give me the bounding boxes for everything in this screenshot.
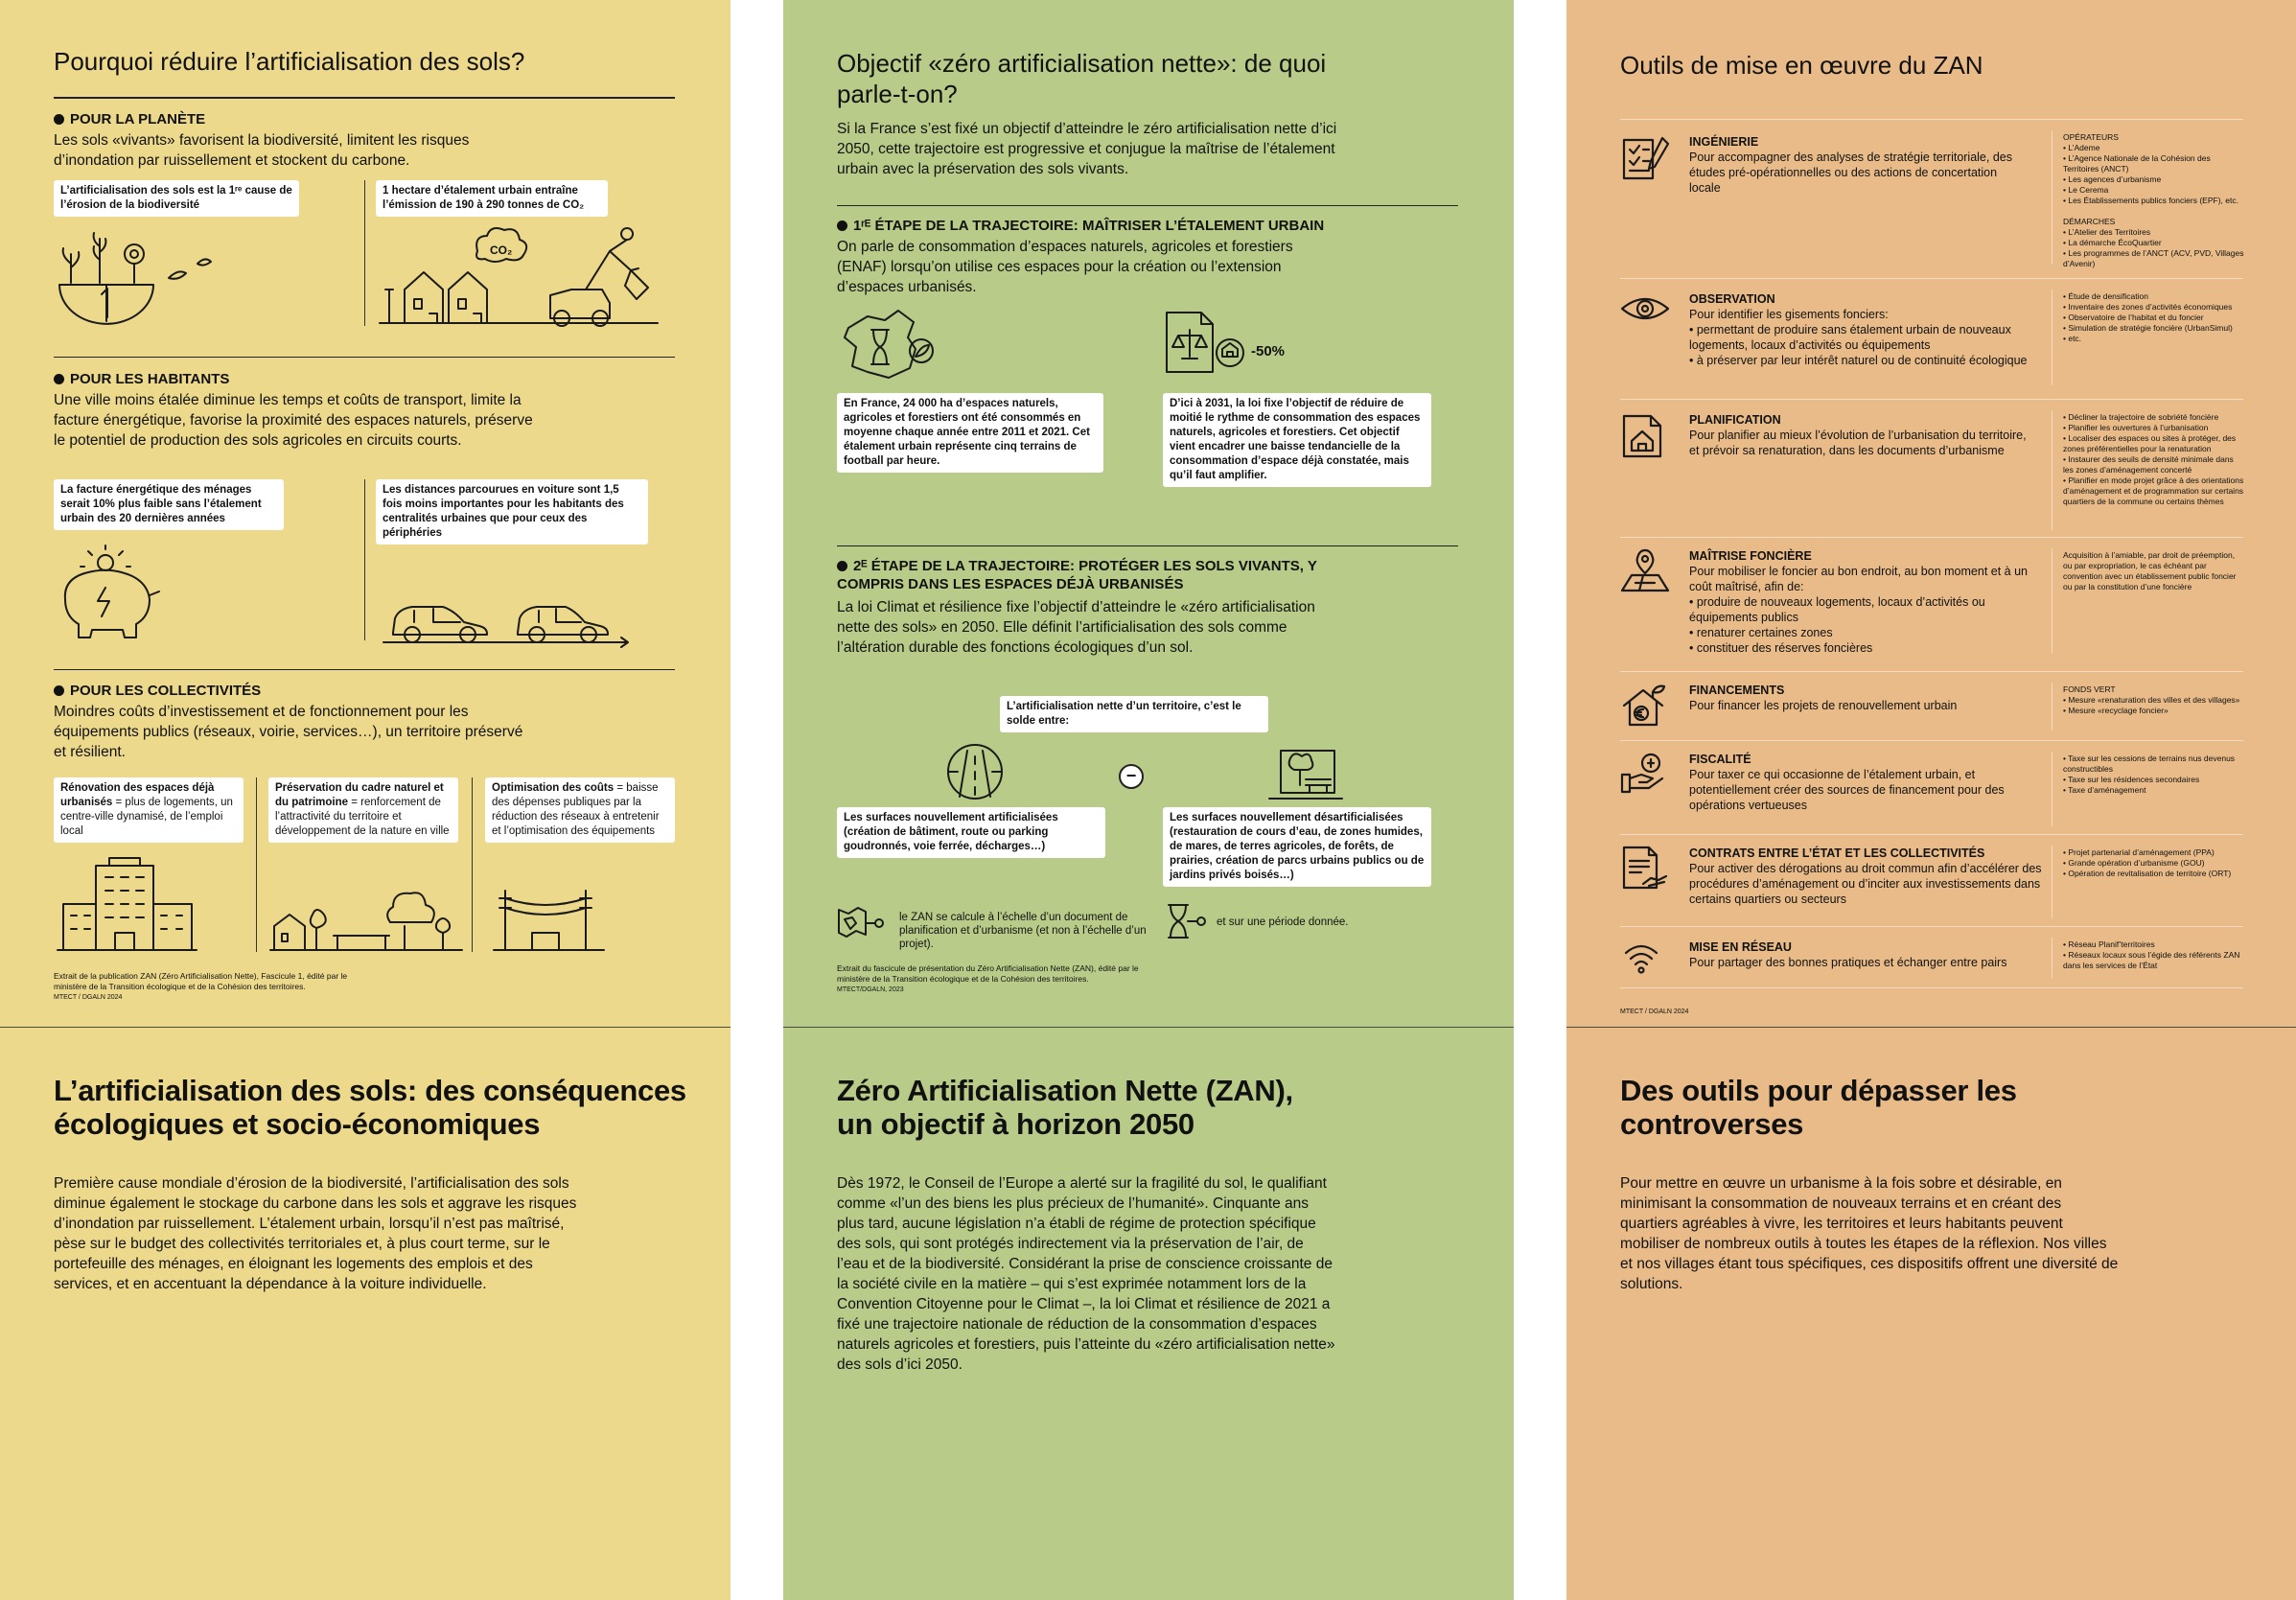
fact-box-bold: Optimisation des coûts [492, 782, 615, 794]
divider [364, 180, 365, 326]
utility-poles-icon [494, 887, 609, 952]
tool-examples: • Taxe sur les cessions de terrains nus devenus constructibles • Taxe sur les résidences secondaires • Taxe d’aménagement [2063, 754, 2236, 795]
divider [1620, 740, 2243, 741]
divider [1620, 987, 2243, 988]
divider [54, 669, 675, 670]
step1-text: On parle de consommation d’espaces naturels, agricoles et forestiers (ENAF) lorsqu’on utilise ces espaces pour la création ou l’extension d’espaces urbanisés. [837, 239, 1293, 295]
panel-title: Pourquoi réduire l’artificialisation des sols? [54, 47, 525, 76]
urban-sprawl-co2-icon [380, 222, 658, 328]
tool-desc: Pour financer les projets de renouvellement urbain [1689, 699, 1958, 712]
tool-desc: Pour planifier au mieux l’évolution de l’urbanisation du territoire, et prévoir sa renaturation, dans les documents d’urbanisme [1689, 429, 2027, 457]
step1-heading: 1ʳᴱ ÉTAPE DE LA TRAJECTOIRE: MAÎTRISER L’ÉTALEMENT URBAIN [837, 217, 1324, 235]
tool-row-mise-en-reseau [1620, 938, 2243, 986]
tool-title: CONTRATS ENTRE L’ÉTAT ET LES COLLECTIVITÉS [1689, 846, 1985, 860]
planning-house-icon [1620, 412, 1670, 460]
divider [1620, 537, 2243, 538]
fact-box [268, 777, 458, 843]
minus-sign: − [1119, 764, 1144, 789]
fact-box: L’artificialisation des sols est la 1ʳᵉ cause de l’érosion de la biodiversité [54, 180, 299, 217]
tool-row-ingenierie [1620, 130, 2243, 274]
fact-box-text: = baisse des dépenses publiques par la réduction des réseaux à entretenir et l’optimisation des équipements [492, 782, 660, 837]
map-icon [837, 906, 885, 939]
credit: MTECT/DGALN, 2023 [837, 986, 904, 993]
tool-title: FISCALITÉ [1689, 753, 1751, 766]
wifi-icon [1620, 938, 1670, 986]
divider [472, 777, 473, 952]
fact-box: En France, 24 000 ha d’espaces naturels, agricoles et forestiers ont été consommés en moyenne chaque année entre 2011 et 2021. Cet étalement urbain représente cinq terrains de football par heure. [837, 393, 1103, 473]
tool-examples: • Réseau Planif’territoires • Réseaux locaux sous l’égide des référents ZAN dans les services de l’État [2063, 939, 2240, 970]
divider [1620, 671, 2243, 672]
section-heading-habitants: POUR LES HABITANTS [54, 370, 229, 388]
divider [54, 97, 675, 99]
tool-desc: Pour identifier les gisements fonciers: • permettant de produire sans étalement urbain de nouveaux logements, locaux d’activités ou équipements • à préserver par leur intérêt naturel ou de continuité écologique [1689, 308, 2028, 367]
divider [364, 479, 365, 640]
park-bench-icon [1267, 741, 1344, 800]
panel-bottom-title: L’artificialisation des sols: des conséquences écologiques et socio-économiques [54, 1074, 686, 1141]
panel-zan-tools [1566, 0, 2296, 1600]
france-map-hourglass-icon [839, 309, 944, 385]
fact-box: Les surfaces nouvellement artificialisées (création de bâtiment, route ou parking goudronnés, voie ferrée, décharges…) [837, 807, 1105, 858]
divider [1620, 834, 2243, 835]
credit: MTECT / DGALN 2024 [54, 994, 123, 1001]
tool-title: INGÉNIERIE [1689, 135, 1759, 149]
panel-bottom-title: Des outils pour dépasser les controverses [1620, 1074, 2017, 1141]
divider [1620, 926, 2243, 927]
divider [256, 777, 257, 952]
note-scale: le ZAN se calcule à l’échelle d’un document de planification et d’urbanisme (et non à l’échelle d’un projet). [899, 912, 1147, 950]
divider [1620, 278, 2243, 279]
intro-text: Si la France s’est fixé un objectif d’atteindre le zéro artificialisation nette d’ici 2050, cette trajectoire est progressive et conjugue la maîtrise de l’étalement urbain avec la préservation des sols vivants. [837, 121, 1337, 177]
fact-box-text: = renforcement de l’attractivité du territoire et développement de la nature en ville [275, 797, 450, 837]
fact-box: D’ici à 2031, la loi fixe l’objectif de réduire de moitié le rythme de consommation des espaces naturels, agricoles et forestiers. Cet objectif vient encadrer une baisse tendancielle de la consommation d’espace déjà constatée, mais qu’il faut amplifier. [1163, 393, 1431, 487]
definition-box: L’artificialisation nette d’un territoire, c’est le solde entre: [1000, 696, 1268, 732]
tool-examples: Acquisition à l’amiable, par droit de préemption, ou par expropriation, le cas échéant par convention avec un établissement public foncier ou par la constitution d’une foncière [2063, 550, 2237, 591]
tool-desc: Pour taxer ce qui occasionne de l’étalement urbain, et potentiellement créer des sources de financement pour des opérations vertueuses [1689, 768, 2005, 812]
section-text-collectivites: Moindres coûts d’investissement et de fonctionnement pour les équipements publics (réseaux, voirie, services…), un territoire préservé et résilient. [54, 704, 523, 760]
cars-icon [383, 590, 633, 647]
panel-bottom-title: Zéro Artificialisation Nette (ZAN), un objectif à horizon 2050 [837, 1074, 1293, 1141]
fact-box: 1 hectare d’étalement urbain entraîne l’émission de 190 à 290 tonnes de CO₂ [376, 180, 608, 217]
divider [54, 357, 675, 358]
note-period: et sur une période donnée. [1217, 916, 1349, 928]
panel-bottom-text: Dès 1972, le Conseil de l’Europe a alerté sur la fragilité du sol, le qualifiant comme «l’un des biens les plus précieux de l’humanité». Cinquante ans plus tard, aucune législation n’a établi de régime de protection spécifique des sols, qui sont protégés indirectement via la préservation de l’air, de l’eau et de la biodiversité. Considérant la prise de conscience croissante de la société civile en la matière – qui s’est exprimée notamment lors de la Convention Citoyenne pour le Climat –, la loi Climat et résilience de 2021 a fixé une trajectoire nationale de réduction de la consommation d’espaces naturels agricoles et forestiers, puis l’atteinte du «zéro artificialisation nette» des sols d’ici 2050. [837, 1175, 1335, 1373]
buildings-icon [58, 856, 201, 952]
divider [1620, 119, 2243, 120]
tool-desc: Pour partager des bonnes pratiques et échanger entre pairs [1689, 956, 2007, 969]
map-pin-icon [1620, 548, 1670, 596]
divider [837, 205, 1458, 206]
tool-examples: FONDS VERT • Mesure «renaturation des villes et des villages» • Mesure «recyclage foncier» [2063, 684, 2240, 715]
panel-bottom-text: Pour mettre en œuvre un urbanisme à la fois sobre et désirable, en minimisant la consommation de nouveaux terrains et en créant des quartiers agréables à vivre, les territoires et leurs habitants peuvent mobiliser de nombreux outils à toutes les étapes de la réflexion. Nos villes et nos villages étant tous spécifiques, ces dispositifs offrent une diversité de solutions. [1620, 1175, 2119, 1292]
tool-title: MAÎTRISE FONCIÈRE [1689, 549, 1812, 563]
tool-title: OBSERVATION [1689, 292, 1775, 306]
source-note: Extrait de la publication ZAN (Zéro Artificialisation Nette), Fascicule 1, édité par le ministère de la Transition écologique et de la Cohésion des territoires. [54, 971, 348, 991]
fact-box: La facture énergétique des ménages serait 10% plus faible sans l’étalement urbain des 20 dernières années [54, 479, 284, 530]
credit: MTECT / DGALN 2024 [1620, 1009, 1689, 1015]
money-house-icon [1620, 683, 1670, 730]
divider [1566, 1027, 2296, 1028]
tool-examples: OPÉRATEURS • L’Ademe • L’Agence Nationale de la Cohésion des Territoires (ANCT) • Les agences d’urbanisme • Le Cerema • Les Établissements publics fonciers (EPF), etc. DÉMARCHES • L’Atelier des Territoires • La démarche ÉcoQuartier • Les programmes de l’ANCT (ACV, PVD, Villages d’Avenir) [2063, 132, 2244, 268]
law-document-icon [1163, 311, 1249, 378]
tool-title: MISE EN RÉSEAU [1689, 940, 1792, 954]
tool-desc: Pour mobiliser le foncier au bon endroit, au bon moment et à un coût maîtrisé, afin de: • produire de nouveaux logements, locaux d’activités ou équipements publics • renaturer certaines zones • constituer des réserves foncières [1689, 565, 2028, 655]
tool-row-fiscalite [1620, 752, 2243, 832]
divider [1620, 399, 2243, 400]
fact-box [485, 777, 675, 843]
section-heading-planete: POUR LA PLANÈTE [54, 110, 205, 128]
step2-heading: 2ᴱ ÉTAPE DE LA TRAJECTOIRE: PROTÉGER LES SOLS VIVANTS, Y COMPRIS DANS LES ESPACES DÉJÀ URBANISÉS [837, 557, 1374, 593]
tool-desc: Pour accompagner des analyses de stratégie territoriale, des études pré-opérationnelles ou des actions de concertation locale [1689, 151, 2012, 195]
fact-box [54, 777, 244, 843]
panel-title: Objectif «zéro artificialisation nette»: de quoi parle-t-on? [837, 49, 1327, 108]
section-heading-collectivites: POUR LES COLLECTIVITÉS [54, 682, 261, 700]
divider [783, 1027, 1514, 1028]
panel-artificialisation [0, 0, 731, 1600]
tool-examples: • Étude de densification • Inventaire des zones d’activités économiques • Observatoire de l’habitat et du foncier • Simulation de stratégie foncière (UrbanSimul) • etc. [2063, 291, 2233, 343]
nature-heritage-icon [270, 880, 467, 952]
panel-zan-objective [783, 0, 1514, 1600]
fact-box-text: = plus de logements, un centre-ville dynamisé, de l’emploi local [60, 797, 233, 837]
tool-examples: • Projet partenarial d’aménagement (PPA) • Grande opération d’urbanisme (GOU) • Opération de revitalisation de territoire (ORT) [2063, 847, 2232, 878]
section-text-habitants: Une ville moins étalée diminue les temps et coûts de transport, limite la facture énergétique, favorise la proximité des espaces naturels, préserve le potentiel de production des sols agricoles en circuits courts. [54, 392, 533, 449]
step2-text: La loi Climat et résilience fixe l’objectif d’atteindre le «zéro artificialisation nette des sols» en 2050. Elle définit l’artificialisation des sols comme l’altération durable des fonctions écologiques d’un sol. [837, 599, 1315, 656]
fact-box-bold: Rénovation des espaces déjà urbanisés [60, 782, 215, 808]
tool-row-planification [1620, 410, 2243, 535]
hourglass-icon [1165, 903, 1213, 939]
divider [0, 1027, 731, 1028]
tool-row-observation [1620, 290, 2243, 395]
hand-coin-icon [1620, 752, 1670, 800]
co2-label: CO₂ [490, 243, 513, 257]
minus-50-label: -50% [1251, 343, 1286, 359]
fact-box: Les surfaces nouvellement désartificialisées (restauration de cours d’eau, de zones humides, de mares, de terres agricoles, de forêts, de prairies, création de parcs urbains publics ou de jardins privés boisés…) [1163, 807, 1431, 887]
tool-row-contrats [1620, 846, 2243, 922]
panel-bottom-text: Première cause mondiale d’érosion de la biodiversité, l’artificialisation des sols diminue également le stockage du carbone dans les sols et aggrave les risques d’inondation par ruissellement. L’étalement urbain, lorsqu’il n’est pas maîtrisé, pèse sur le budget des collectivités territoriales et, à plus court terme, sur le portefeuille des ménages, en éloignant les logements des emplois et des services, et en accentuant la dépendance à la voiture individuelle. [54, 1175, 577, 1292]
piggy-bank-icon [54, 542, 169, 642]
panel-title: Outils de mise en œuvre du ZAN [1620, 51, 1983, 80]
biodiversity-globe-icon [54, 225, 207, 326]
divider [837, 545, 1458, 546]
section-text-planete: Les sols «vivants» favorisent la biodiversité, limitent les risques d’inondation par ruissellement et stockent du carbone. [54, 132, 470, 169]
tool-desc: Pour activer des dérogations au droit commun afin d’accélérer des procédures d’aménagement ou d’inciter aux investissements dans certains quartiers ou secteurs [1689, 862, 2042, 906]
tool-title: FINANCEMENTS [1689, 684, 1785, 697]
source-note: Extrait du fascicule de présentation du Zéro Artificialisation Nette (ZAN), édité par le ministère de la Transition écologique et de la Cohésion des territoires. [837, 963, 1139, 984]
tool-row-maitrise-fonciere [1620, 548, 2243, 663]
fact-box-bold: Préservation du cadre naturel et du patrimoine [275, 782, 444, 808]
eye-icon [1620, 290, 1670, 337]
contract-icon [1620, 846, 1670, 893]
tool-examples: • Décliner la trajectoire de sobriété foncière • Planifier les ouvertures à l’urbanisation • Localiser des espaces ou sites à protéger, des zones préférentielles pour la renaturation • Instaurer des seuils de densité minimale dans les zones d’aménagement concerté • Planifier en mode projet grâce à des orientations d’aménagement et de programmation sur certains quartiers de la commune ou certains thèmes [2063, 412, 2244, 506]
checklist-icon [1620, 134, 1670, 182]
tool-title: PLANIFICATION [1689, 413, 1781, 427]
tool-row-financements [1620, 683, 2243, 740]
fact-box: Les distances parcourues en voiture sont 1,5 fois moins importantes pour les habitants des centralités urbaines que pour ceux des périphéries [376, 479, 648, 545]
road-building-icon [946, 743, 1009, 800]
